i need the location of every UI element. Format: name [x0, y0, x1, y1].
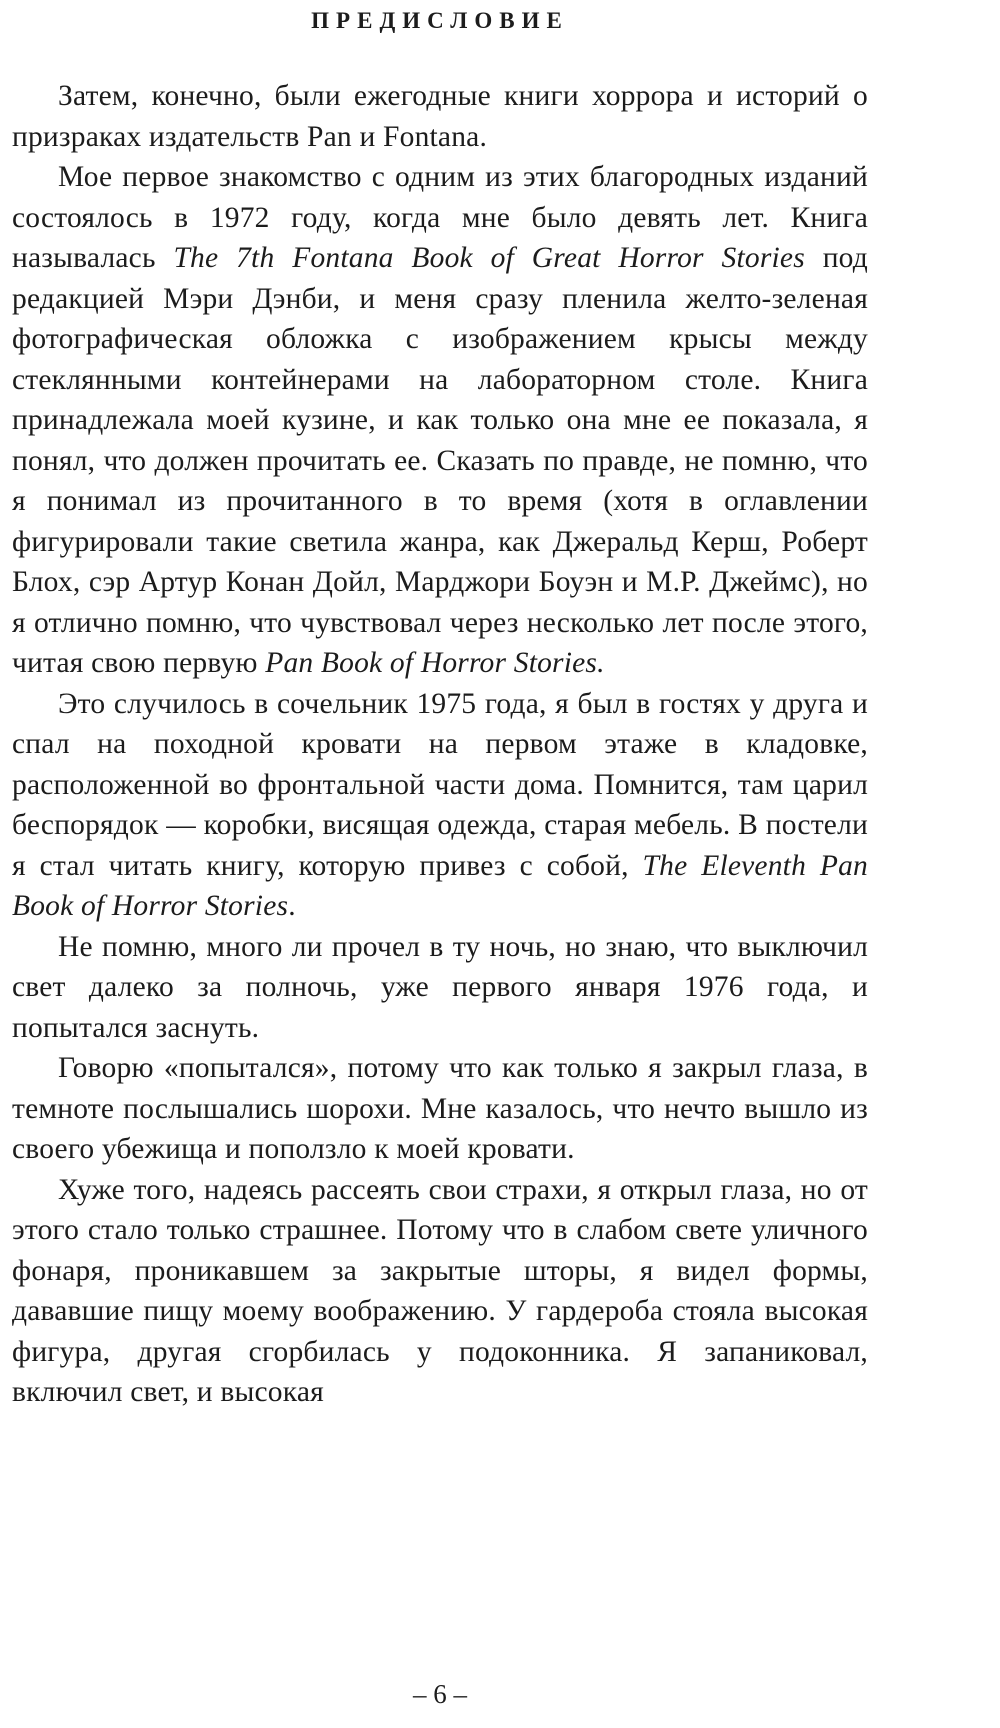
body-text-segment: Мое первое знакомство с одним из этих благородных изданий состоялось в 1972 году, когда мне было девять лет. Книга называлась [12, 161, 868, 274]
paragraph [12, 927, 868, 1049]
body-text-segment: . [288, 890, 296, 922]
paragraph [12, 1170, 868, 1413]
page-number: – 6 – [413, 1679, 467, 1709]
paragraph [12, 76, 868, 157]
paragraph [12, 684, 868, 927]
body-text-segment: Это случилось в сочельник 1975 года, я был в гостях у друга и спал на походной кровати на первом этаже в кладовке, расположенной во фронтальной части дома. Помнится, там царил беспорядок — коробки, висящая одежда, старая мебель. В постели я стал читать книгу, которую привез с собой, [12, 687, 868, 882]
body-text-segment: Затем, конечно, были ежегодные книги хоррора и историй о призраках издательств Pan и Fontana. [12, 80, 868, 153]
book-title-text: The 7th Fontana Book of Great Horror Stories [173, 242, 805, 274]
body-text-segment: под редакцией Мэри Дэнби, и меня сразу пленила желто-зеленая фотографическая обложка с изображением крысы между стеклянными контейнерами на лабораторном столе. Книга принадлежала моей кузине, и как только она мне ее показала, я понял, что должен прочитать ее. Сказать по правде, не помню, что я понимал из прочитанного в то время (хотя в оглавлении фигурировали такие светила жанра, как Джеральд Керш, Роберт Блох, сэр Артур Конан Дойл, Марджори Боуэн и М.Р. Джеймс), но я отлично помню, что чувствовал через несколько лет после этого, читая свою первую [12, 242, 868, 679]
page-body [12, 76, 868, 1413]
paragraph [12, 1048, 868, 1170]
body-text-segment: Не помню, много ли прочел в ту ночь, но знаю, что выключил свет далеко за полночь, уже первого января 1976 года, и попытался заснуть. [12, 930, 868, 1044]
page-title: ПРЕДИСЛОВИЕ [311, 8, 569, 33]
book-title-text: Pan Book of Horror Stories. [265, 647, 605, 679]
body-text-segment: Хуже того, надеясь рассеять свои страхи, я открыл глаза, но от этого стало только страшнее. Потому что в слабом свете уличного фонаря, проникавшем за закрытые шторы, я видел формы, дававшие пищу моему воображению. У гардероба стояла высокая фигура, другая сгорбилась у подоконника. Я запаниковал, включил свет, и высокая [12, 1173, 868, 1408]
book-title-text: The Eleventh Pan Book of Horror Stories [12, 849, 868, 922]
paragraph [12, 157, 868, 684]
body-text-segment: Говорю «попытался», потому что как только я закрыл глаза, в темноте послышались шорохи. Мне казалось, что нечто вышло из своего убежища и поползло к моей кровати. [12, 1052, 868, 1165]
